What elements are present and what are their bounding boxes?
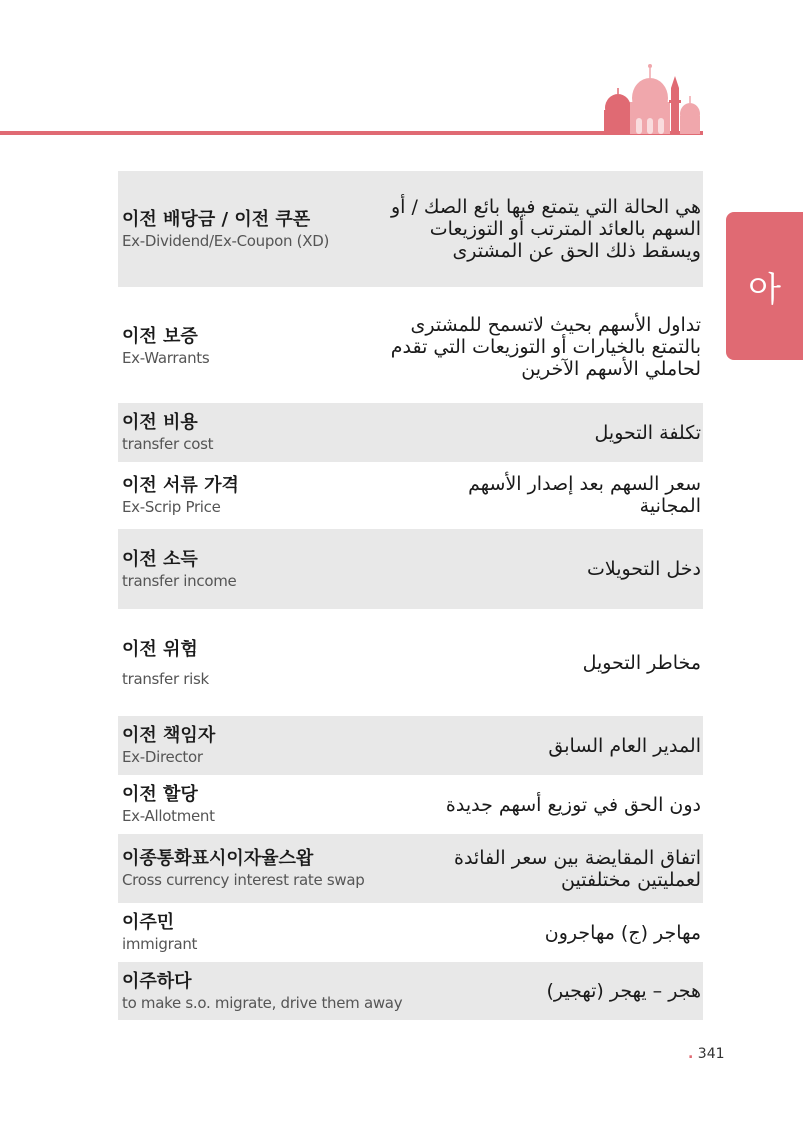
arabic-translation: سعر السهم بعد إصدار الأسهم المجانية	[468, 473, 701, 517]
arabic-translation: تكلفة التحويل	[594, 421, 701, 444]
term-source	[118, 970, 402, 1013]
arabic-translation: المدير العام السابق	[548, 734, 701, 757]
english-term: Ex-Director	[122, 748, 203, 766]
page-number	[688, 1046, 725, 1062]
arabic-translation: اتفاق المقايضة بين سعر الفائدة لعمليتين مختلفتين	[453, 846, 701, 891]
korean-term: 이종통화표시이자율스왑	[122, 848, 314, 869]
section-tab-label: 아	[748, 269, 781, 310]
glossary-entry	[118, 463, 703, 527]
english-term: Ex-Warrants	[122, 349, 210, 367]
term-source	[118, 847, 364, 890]
glossary-entry	[118, 904, 703, 961]
glossary-entry	[118, 716, 703, 775]
english-term: Cross currency interest rate swap	[122, 871, 365, 889]
korean-term: 이전 보증	[122, 326, 198, 347]
term-source	[118, 724, 215, 767]
term-source	[118, 411, 213, 454]
korean-term: 이전 책임자	[122, 725, 216, 746]
term-source	[118, 783, 215, 826]
english-term: immigrant	[122, 935, 198, 953]
term-source	[118, 325, 209, 368]
korean-term: 이전 위험	[122, 638, 198, 660]
glossary-entry	[118, 962, 703, 1020]
glossary-entry	[118, 834, 703, 903]
english-term: to make s.o. migrate, drive them away	[122, 993, 403, 1012]
page-number-value: 341	[697, 1046, 725, 1062]
mosque-illustration	[600, 60, 704, 134]
header-rule	[0, 131, 703, 135]
english-term: transfer risk	[122, 669, 209, 688]
english-term: Ex-Scrip Price	[122, 497, 221, 516]
glossary-entry	[118, 776, 703, 833]
korean-term: 이주민	[122, 912, 175, 933]
korean-term: 이전 할당	[122, 784, 198, 805]
page-number-dot: .	[688, 1046, 694, 1062]
glossary-entry	[118, 403, 703, 462]
korean-term: 이주하다	[122, 970, 192, 992]
glossary-entry	[118, 291, 703, 402]
term-source	[118, 911, 197, 954]
term-source	[118, 548, 236, 591]
arabic-translation: تداول الأسهم بحيث لاتسمح للمشترى بالتمتع بالخيارات أو التوزيعات التي تقدم لحاملي الأسهم الآخرين	[390, 313, 701, 380]
glossary-entry	[118, 611, 703, 715]
glossary-entry	[118, 529, 703, 609]
korean-term: 이전 비용	[122, 412, 198, 433]
arabic-translation: هي الحالة التي يتمتع فيها بائع الصك / أو السهم بالعائد المترتب أو التوزيعات ويسقط ذلك الحق عن المشترى	[390, 196, 701, 262]
arabic-translation: دخل التحويلات	[586, 558, 701, 580]
english-term: Ex-Dividend/Ex-Coupon (XD)	[122, 231, 329, 250]
arabic-translation: دون الحق في توزيع أسهم جديدة	[445, 793, 701, 816]
korean-term: 이전 소득	[122, 548, 198, 570]
term-source	[118, 474, 239, 517]
english-term: Ex-Allotment	[122, 807, 215, 825]
glossary-entry	[118, 171, 703, 287]
korean-term: 이전 배당금 / 이전 쿠폰	[122, 208, 311, 230]
arabic-translation: هجر – يهجر (تهجير)	[546, 980, 701, 1002]
section-tab	[726, 212, 803, 360]
korean-term: 이전 서류 가격	[122, 474, 239, 496]
english-term: transfer cost	[122, 435, 214, 453]
arabic-translation: مخاطر التحويل	[582, 652, 701, 674]
term-source	[118, 638, 209, 689]
english-term: transfer income	[122, 571, 237, 590]
arabic-translation: مهاجر (ج) مهاجرون	[544, 921, 701, 944]
term-source	[118, 208, 329, 251]
